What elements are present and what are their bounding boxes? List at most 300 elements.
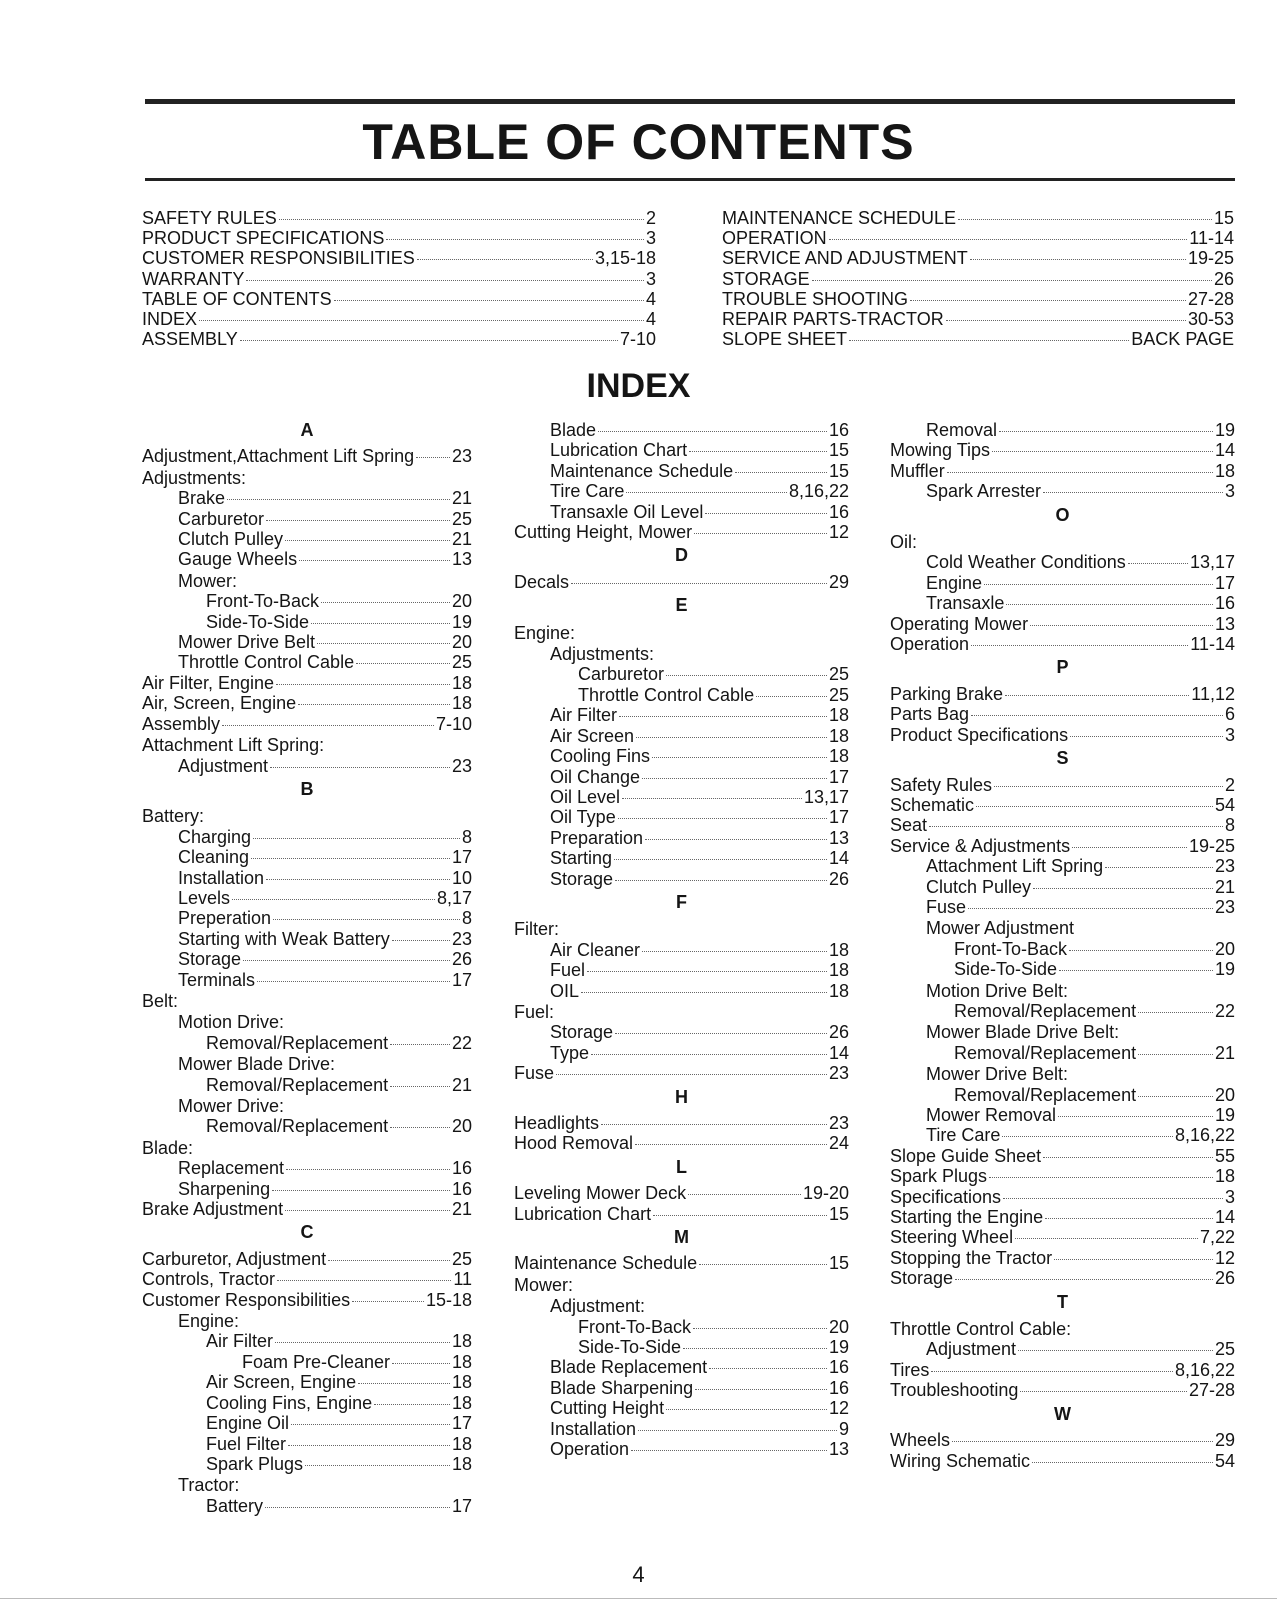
entry-page: 19 (1214, 420, 1235, 440)
entry-label: TABLE OF CONTENTS (142, 288, 332, 309)
entry-label: Levels (178, 887, 231, 908)
index-entry (514, 1183, 849, 1203)
index-entry (890, 1166, 1235, 1186)
index-subheading: Mower Drive: (178, 1096, 285, 1116)
entry-page: 18 (451, 1392, 472, 1413)
index-subheading: Adjustment: (550, 1296, 646, 1317)
index-section-letter: H (675, 1086, 688, 1107)
entry-page: 18 (451, 693, 472, 714)
dot-leader (829, 239, 1188, 240)
entry-page: 17 (451, 1495, 472, 1516)
entry-label: Transaxle (926, 593, 1005, 614)
dot-leader (1002, 1136, 1173, 1137)
entry-label: SERVICE AND ADJUSTMENT (722, 248, 968, 269)
index-entry (142, 1372, 472, 1392)
index-entry (142, 847, 472, 867)
entry-page: 25 (451, 652, 472, 673)
entry-page: 19 (1214, 1105, 1235, 1125)
entry-label: Brake Adjustment (142, 1199, 284, 1220)
dot-leader (971, 715, 1223, 716)
entry-label: OIL (550, 980, 580, 1001)
entry-page: 17 (451, 1413, 472, 1434)
dot-leader (591, 1054, 827, 1055)
index-section-letter: S (1056, 748, 1069, 769)
entry-label: Tires (890, 1359, 930, 1380)
dot-leader (929, 826, 1223, 827)
index-entry (890, 1227, 1235, 1247)
top-rule (145, 99, 1235, 104)
entry-page: 2 (1224, 774, 1235, 795)
entry-page: 20 (451, 591, 472, 612)
entry-label: Controls, Tractor (142, 1269, 276, 1290)
index-entry (142, 929, 472, 949)
entry-page: 14 (828, 1042, 849, 1063)
toc-entry (142, 329, 656, 349)
dot-leader (666, 1409, 827, 1410)
entry-label: WARRANTY (142, 268, 245, 289)
entry-page: 25 (828, 664, 849, 685)
entry-label: Blade (550, 420, 597, 440)
index-entry (514, 522, 849, 542)
index-entry (142, 591, 472, 611)
entry-label: Specifications (890, 1186, 1002, 1207)
entry-label: Stopping the Tractor (890, 1247, 1053, 1268)
index-entry (514, 940, 849, 960)
index-entry (890, 440, 1235, 460)
dot-leader (356, 663, 450, 664)
entry-label: Brake (178, 488, 226, 509)
index-entry (890, 1207, 1235, 1227)
index-entry (142, 868, 472, 888)
dot-leader (286, 1169, 450, 1170)
index-entry (142, 446, 472, 466)
index-entry (890, 1339, 1235, 1359)
entry-label: Storage (550, 868, 614, 889)
entry-label: Service & Adjustments (890, 835, 1071, 856)
index-entry (514, 807, 849, 827)
index-heading: INDEX (586, 367, 691, 405)
dot-leader (416, 457, 450, 458)
entry-label: Air Filter (206, 1331, 273, 1352)
index-entry (142, 1075, 472, 1095)
entry-page: 3,15-18 (594, 248, 656, 269)
entry-page: 25 (451, 1248, 472, 1269)
dot-leader (984, 584, 1213, 585)
entry-page: 18 (451, 672, 472, 693)
index-entry (890, 877, 1235, 897)
entry-page: 19 (1214, 959, 1235, 980)
index-subheading: Mower Blade Drive Belt: (926, 1022, 1120, 1043)
index-entry (142, 1413, 472, 1433)
entry-label: Storage (550, 1022, 614, 1043)
index-entry (142, 1496, 472, 1516)
entry-page: 21 (451, 529, 472, 550)
entry-page: 19-20 (802, 1183, 849, 1204)
dot-leader (266, 879, 450, 880)
dot-leader (636, 737, 827, 738)
entry-page: 25 (828, 684, 849, 705)
index-entry (890, 959, 1235, 979)
dot-leader (1069, 950, 1213, 951)
entry-page: 11-14 (1189, 228, 1234, 249)
index-subheading: Throttle Control Cable: (890, 1319, 1072, 1340)
dot-leader (598, 431, 827, 432)
entry-page: 14 (828, 848, 849, 869)
dot-leader (601, 1124, 827, 1125)
index-entry (142, 509, 472, 529)
index-entry (142, 652, 472, 672)
index-section-letter: O (1055, 504, 1070, 525)
entry-page: 15 (828, 1203, 849, 1224)
entry-page: 21 (451, 488, 472, 509)
index-section-letter: E (675, 595, 688, 616)
dot-leader (849, 340, 1129, 341)
entry-label: Storage (890, 1268, 954, 1289)
index-entry (142, 714, 472, 734)
index-subheading: Engine: (178, 1311, 240, 1332)
dot-leader (270, 767, 450, 768)
entry-page: 17 (451, 847, 472, 868)
index-entry (142, 827, 472, 847)
toc-entry (142, 289, 656, 309)
index-section-letter: T (1057, 1291, 1068, 1312)
dot-leader (735, 472, 827, 473)
entry-label: Air Filter (550, 705, 617, 726)
entry-page: 13 (1214, 613, 1235, 634)
entry-label: INDEX (142, 309, 198, 330)
entry-page: 16 (828, 1357, 849, 1378)
dot-leader (699, 1264, 827, 1265)
entry-page: 20 (828, 1316, 849, 1337)
entry-label: Carburetor, Adjustment (142, 1248, 327, 1269)
index-entry (142, 908, 472, 928)
entry-page: 26 (828, 1022, 849, 1043)
entry-page: 6 (1224, 704, 1235, 725)
entry-label: Front-To-Back (954, 938, 1068, 959)
dot-leader (638, 1430, 837, 1431)
entry-label: Lubrication Chart (514, 1203, 652, 1224)
index-entry (142, 1199, 472, 1219)
entry-label: Fuse (926, 896, 967, 917)
entry-page: 16 (828, 501, 849, 522)
entry-label: Installation (178, 867, 265, 888)
dot-leader (1018, 1350, 1213, 1351)
dot-leader (265, 1507, 450, 1508)
entry-label: Muffler (890, 460, 945, 481)
dot-leader (571, 583, 827, 584)
index-entry (890, 1451, 1235, 1471)
dot-leader (989, 1177, 1213, 1178)
entry-page: 29 (1214, 1430, 1235, 1451)
entry-page: 17 (828, 807, 849, 828)
index-entry (890, 1187, 1235, 1207)
entry-label: Mower Removal (926, 1105, 1057, 1125)
entry-page: 23 (451, 446, 472, 467)
dot-leader (1045, 1218, 1213, 1219)
entry-page: 3 (1224, 1186, 1235, 1207)
entry-label: Air Screen, Engine (206, 1372, 357, 1393)
index-entry (142, 1033, 472, 1053)
index-entry (890, 815, 1235, 835)
dot-leader (614, 859, 827, 860)
dot-leader (946, 320, 1186, 321)
index-entry (890, 684, 1235, 704)
entry-page: 23 (828, 1113, 849, 1133)
entry-label: Cleaning (178, 847, 250, 868)
entry-page: 27-28 (1187, 288, 1234, 309)
index-entry (890, 704, 1235, 724)
entry-page: 4 (645, 309, 656, 330)
index-entry (142, 673, 472, 693)
entry-label: Side-To-Side (578, 1337, 682, 1358)
index-entry (142, 529, 472, 549)
entry-page: 3 (1224, 481, 1235, 502)
dot-leader (618, 818, 827, 819)
index-subheading: Motion Drive: (178, 1012, 285, 1033)
entry-label: Side-To-Side (206, 611, 310, 632)
entry-label: Maintenance Schedule (550, 460, 734, 481)
dot-leader (390, 1086, 450, 1087)
dot-leader (812, 280, 1212, 281)
toc-entry (722, 289, 1234, 309)
entry-page: 18 (451, 1433, 472, 1454)
entry-page: 23 (451, 928, 472, 949)
index-entry (142, 488, 472, 508)
toc-entry (722, 309, 1234, 329)
entry-page: 20 (1214, 1084, 1235, 1105)
dot-leader (417, 259, 593, 260)
entry-label: Front-To-Back (578, 1316, 692, 1337)
entry-label: ASSEMBLY (142, 329, 238, 350)
page-number: 4 (632, 1562, 645, 1587)
entry-page: 18 (828, 980, 849, 1001)
dot-leader (645, 839, 827, 840)
dot-leader (222, 725, 434, 726)
dot-leader (257, 981, 450, 982)
dot-leader (683, 1348, 827, 1349)
dot-leader (298, 704, 450, 705)
entry-label: Transaxle Oil Level (550, 501, 704, 522)
index-entry (142, 1269, 472, 1289)
index-entry (514, 1419, 849, 1439)
entry-label: Spark Plugs (890, 1166, 988, 1187)
dot-leader (328, 1260, 450, 1261)
entry-page: 54 (1214, 1450, 1235, 1471)
entry-label: Battery (206, 1495, 264, 1516)
entry-page: 16 (828, 1377, 849, 1398)
index-entry (514, 1378, 849, 1398)
dot-leader (976, 806, 1213, 807)
index-subheading: Mower Blade Drive: (178, 1054, 336, 1075)
entry-label: Slope Guide Sheet (890, 1145, 1042, 1166)
entry-label: Mowing Tips (890, 440, 991, 461)
index-entry (514, 1063, 849, 1083)
index-entry (514, 1398, 849, 1418)
entry-page: 13 (451, 549, 472, 570)
dot-leader (321, 602, 450, 603)
dot-leader (1005, 695, 1189, 696)
entry-label: Air Cleaner (550, 939, 641, 960)
entry-label: Replacement (178, 1158, 285, 1179)
index-entry (890, 1125, 1235, 1145)
index-entry (142, 1179, 472, 1199)
entry-label: OPERATION (722, 228, 827, 249)
index-subheading: Mower: (514, 1274, 574, 1295)
index-subheading: Adjustments: (550, 644, 655, 665)
entry-page: 22 (1214, 1000, 1235, 1021)
page-title: TABLE OF CONTENTS (362, 114, 915, 170)
entry-label: Carburetor (578, 664, 665, 685)
entry-page: 26 (1213, 268, 1234, 289)
entry-page: 17 (1214, 572, 1235, 593)
entry-label: Removal/Replacement (206, 1116, 389, 1137)
dot-leader (694, 533, 827, 534)
entry-label: Starting with Weak Battery (178, 928, 390, 949)
entry-label: Cooling Fins (550, 746, 651, 767)
entry-page: 8,16,22 (788, 481, 849, 502)
entry-page: 16 (1214, 593, 1235, 614)
dot-leader (1015, 1238, 1198, 1239)
index-entry (142, 612, 472, 632)
toc-entry (142, 248, 656, 268)
dot-leader (952, 1441, 1213, 1442)
entry-page: 11,12 (1191, 683, 1235, 704)
entry-page: 10 (451, 867, 472, 888)
entry-label: Removal/Replacement (954, 1084, 1137, 1105)
index-entry (890, 420, 1235, 440)
entry-page: 8,16,22 (1174, 1359, 1235, 1380)
entry-label: Wheels (890, 1430, 951, 1451)
entry-page: 17 (828, 766, 849, 787)
dot-leader (615, 880, 827, 881)
entry-label: Fuel Filter (206, 1433, 287, 1454)
dot-leader (556, 1074, 827, 1075)
toc-left-column (142, 208, 656, 349)
index-entry (142, 756, 472, 776)
index-section-letter: D (675, 545, 688, 566)
index-section-letter: B (300, 778, 314, 799)
index-entry (514, 1439, 849, 1459)
entry-page: 15-18 (425, 1289, 472, 1310)
dot-leader (279, 219, 644, 220)
entry-label: Clutch Pulley (926, 876, 1032, 897)
toc-entry (722, 248, 1234, 268)
entry-label: Oil Change (550, 766, 641, 787)
dot-leader (277, 1280, 451, 1281)
entry-page: 21 (1214, 876, 1235, 897)
entry-page: BACK PAGE (1131, 329, 1234, 350)
dot-leader (311, 623, 450, 624)
index-entry (890, 1043, 1235, 1063)
entry-label: Throttle Control Cable (178, 652, 355, 673)
bottom-edge-line (0, 1598, 1277, 1599)
entry-page: 18 (1214, 1166, 1235, 1187)
dot-leader (390, 1127, 450, 1128)
dot-leader (285, 540, 450, 541)
dot-leader (1128, 563, 1188, 564)
dot-leader (619, 716, 827, 717)
entry-page: 18 (828, 960, 849, 981)
dot-leader (299, 560, 450, 561)
index-entry (890, 481, 1235, 501)
index-entry (890, 1146, 1235, 1166)
dot-leader (695, 1389, 827, 1390)
entry-label: Operation (890, 634, 970, 655)
entry-page: 14 (1214, 440, 1235, 461)
dot-leader (955, 1279, 1213, 1280)
index-entry (142, 1454, 472, 1474)
entry-page: 18 (828, 705, 849, 726)
dot-leader (1043, 492, 1223, 493)
entry-label: Oil Type (550, 807, 616, 828)
entry-label: Blade Sharpening (550, 1377, 694, 1398)
entry-page: 13 (828, 827, 849, 848)
dot-leader (251, 858, 450, 859)
index-entry (514, 1113, 849, 1133)
entry-page: 24 (828, 1133, 849, 1154)
entry-label: Operating Mower (890, 613, 1029, 634)
entry-label: Safety Rules (890, 774, 993, 795)
index-entry (142, 693, 472, 713)
index-section-letter: L (676, 1156, 687, 1177)
index-entry (142, 1116, 472, 1136)
dot-leader (374, 1404, 450, 1405)
index-subheading: Blade: (142, 1137, 194, 1158)
index-entry (890, 775, 1235, 795)
entry-label: Adjustment (178, 755, 269, 776)
dot-leader (1054, 1259, 1213, 1260)
entry-page: 8,17 (436, 887, 472, 908)
entry-page: 20 (451, 632, 472, 653)
dot-leader (1030, 625, 1213, 626)
entry-page: 16 (451, 1158, 472, 1179)
entry-label: Headlights (514, 1113, 600, 1133)
entry-page: 15 (828, 440, 849, 461)
entry-page: 13 (828, 1439, 849, 1460)
entry-page: 11-14 (1190, 634, 1235, 655)
dot-leader (631, 1450, 827, 1451)
index-subheading: Filter: (514, 919, 559, 940)
entry-page: 20 (1214, 938, 1235, 959)
index-entry (514, 481, 849, 501)
entry-label: Sharpening (178, 1178, 271, 1199)
dot-leader (1058, 1116, 1213, 1117)
dot-leader (285, 1210, 450, 1211)
index-entry (890, 1268, 1235, 1288)
index-entry (514, 664, 849, 684)
dot-leader (232, 899, 435, 900)
entry-label: Blade Replacement (550, 1357, 708, 1378)
entry-label: Air Filter, Engine (142, 672, 275, 693)
index-subheading: Tractor: (178, 1475, 240, 1496)
entry-page: 7-10 (619, 329, 656, 350)
entry-page: 18 (828, 746, 849, 767)
entry-label: Throttle Control Cable (578, 684, 755, 705)
dot-leader (334, 300, 644, 301)
index-entry (514, 1133, 849, 1153)
index-entry (514, 869, 849, 889)
entry-page: 19 (828, 1337, 849, 1358)
entry-page: 19 (451, 611, 472, 632)
dot-leader (392, 940, 450, 941)
index-entry (514, 705, 849, 725)
entry-page: 7,22 (1199, 1227, 1235, 1248)
toc-entry (722, 208, 1234, 228)
entry-label: Removal/Replacement (954, 1042, 1137, 1063)
entry-label: Carburetor (178, 508, 265, 529)
dot-leader (968, 908, 1213, 909)
entry-page: 18 (451, 1331, 472, 1352)
